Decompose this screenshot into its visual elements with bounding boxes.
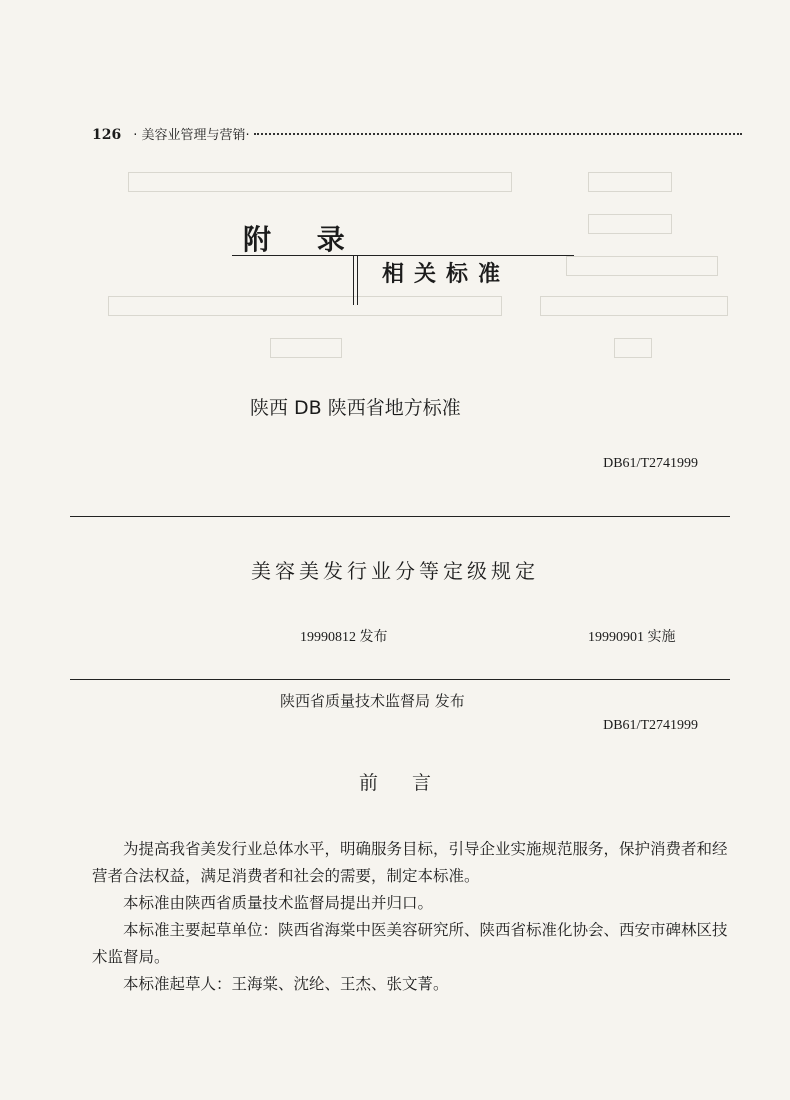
implement-date: 19990901 实施 (588, 630, 676, 645)
appendix-subtitle: 相关标准 (382, 262, 511, 287)
publisher: 陕西省质量技术监督局 发布 (280, 692, 465, 710)
running-header (92, 124, 742, 146)
standard-name: 陕西 DB 陕西省地方标准 (250, 397, 461, 419)
header-dotted-leader (254, 133, 742, 135)
bleed-through-box (108, 296, 502, 316)
bleed-through-box (588, 172, 672, 192)
bleed-through-box (588, 214, 672, 234)
foreword-heading: 前言 (358, 772, 465, 794)
appendix-title: 附 录 (243, 223, 363, 256)
horizontal-rule (70, 516, 730, 517)
standard-code-bottom: DB61/T2741999 (603, 718, 698, 733)
foreword-body (92, 836, 742, 998)
title-divider (357, 255, 358, 305)
book-title: · 美容业管理与营销· (133, 128, 250, 143)
title-rule (232, 255, 574, 256)
foreword-paragraph: 本标准起草人：王海棠、沈纶、王杰、张文菁。 (123, 975, 449, 993)
bleed-through-box (566, 256, 718, 276)
publish-date: 19990812 发布 (300, 630, 388, 645)
bleed-through-box (614, 338, 652, 358)
bleed-through-box (270, 338, 342, 358)
page-number: 126 (92, 127, 122, 143)
foreword-paragraph: 本标准主要起草单位：陕西省海棠中医美容研究所、陕西省标准化协会、西安市碑林区技术监督局。 (92, 921, 728, 966)
standard-code: DB61/T2741999 (603, 456, 698, 471)
title-divider (353, 255, 354, 305)
horizontal-rule (70, 679, 730, 680)
bleed-through-box (540, 296, 728, 316)
foreword-paragraph: 本标准由陕西省质量技术监督局提出并归口。 (123, 894, 434, 912)
foreword-paragraph: 为提高我省美发行业总体水平，明确服务目标，引导企业实施规范服务，保护消费者和经营者合法权益，满足消费者和社会的需要，制定本标准。 (92, 840, 728, 885)
standard-title: 美容美发行业分等定级规定 (251, 559, 539, 583)
bleed-through-box (128, 172, 512, 192)
